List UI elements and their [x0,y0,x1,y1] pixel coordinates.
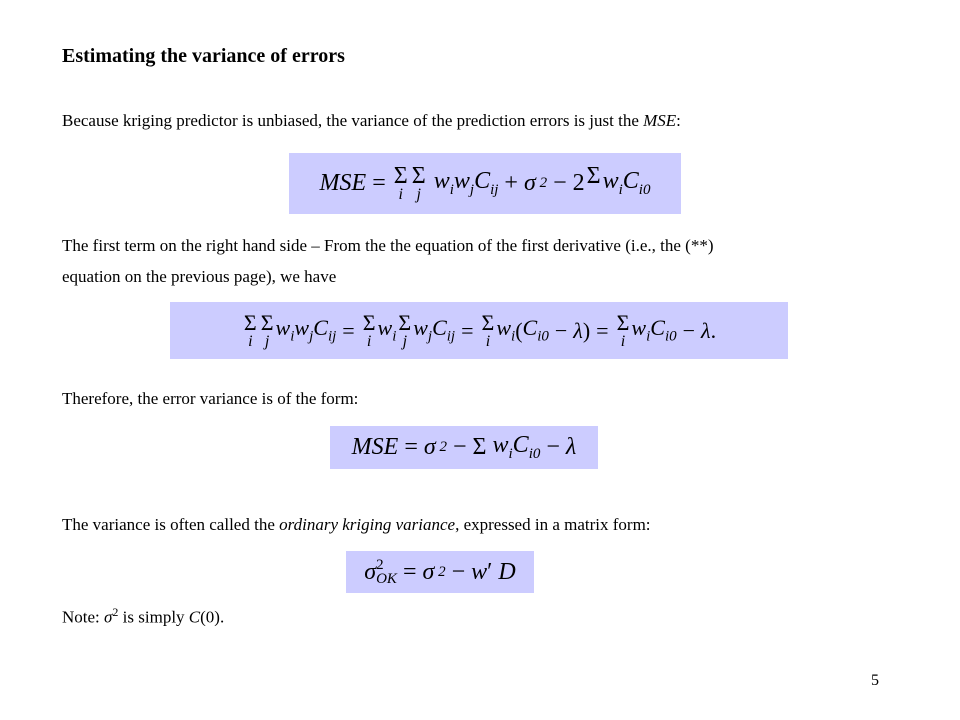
sigma-symbol: σ [104,607,113,627]
ok-variance-end: , expressed in a matrix form: [455,515,651,534]
first-term-equation: Σ i Σ j $w_iw_jC_{ij}$ = Σ i $w_i$ Σ j $w_jC_{ij}$ = Σ i $w_i$ ( $C_{i0}$ − λ ) = Σ i $w_iC_{i0}$ − λ . [170,302,788,359]
ok-variance-term: ordinary kriging variance [279,515,456,534]
page-title: Estimating the variance of errors [62,45,345,67]
page-number: 5 [871,672,879,689]
sigma-exponent: 2 [112,605,119,619]
mse-term: MSE [643,111,677,130]
intro-paragraph [62,105,681,136]
ok-variance-text: The variance is often called the [62,515,280,534]
first-term-line2: equation on the previous page), we have [62,267,337,286]
ok-variance-paragraph [62,509,651,540]
note-middle: is simply [118,607,189,627]
error-variance-equation: MSE = σ 2 − Σ $w_iC_{i0}$ − λ [330,426,598,469]
error-variance-paragraph: Therefore, the error variance is of the form: [62,389,359,408]
note-paragraph [62,597,224,633]
intro-colon: : [676,111,681,130]
first-term-line1: The first term on the right hand side – From the the equation of the first derivative (i.e., the (**) [62,236,714,255]
note-end: (0). [200,607,225,627]
note-c: C [188,607,201,627]
intro-text: Because kriging predictor is unbiased, the variance of the prediction errors is just the [62,111,644,130]
ok-variance-equation: σ 2 OK = σ 2 − w ′ D [346,551,534,593]
note-prefix: Note: [62,607,105,627]
mse-equation: MSE = Σ i Σ j $w_iw_jC_{ij}$ + σ 2 − 2 Σ $w_iC_{i0}$ [289,153,681,214]
first-term-paragraph [62,230,714,292]
